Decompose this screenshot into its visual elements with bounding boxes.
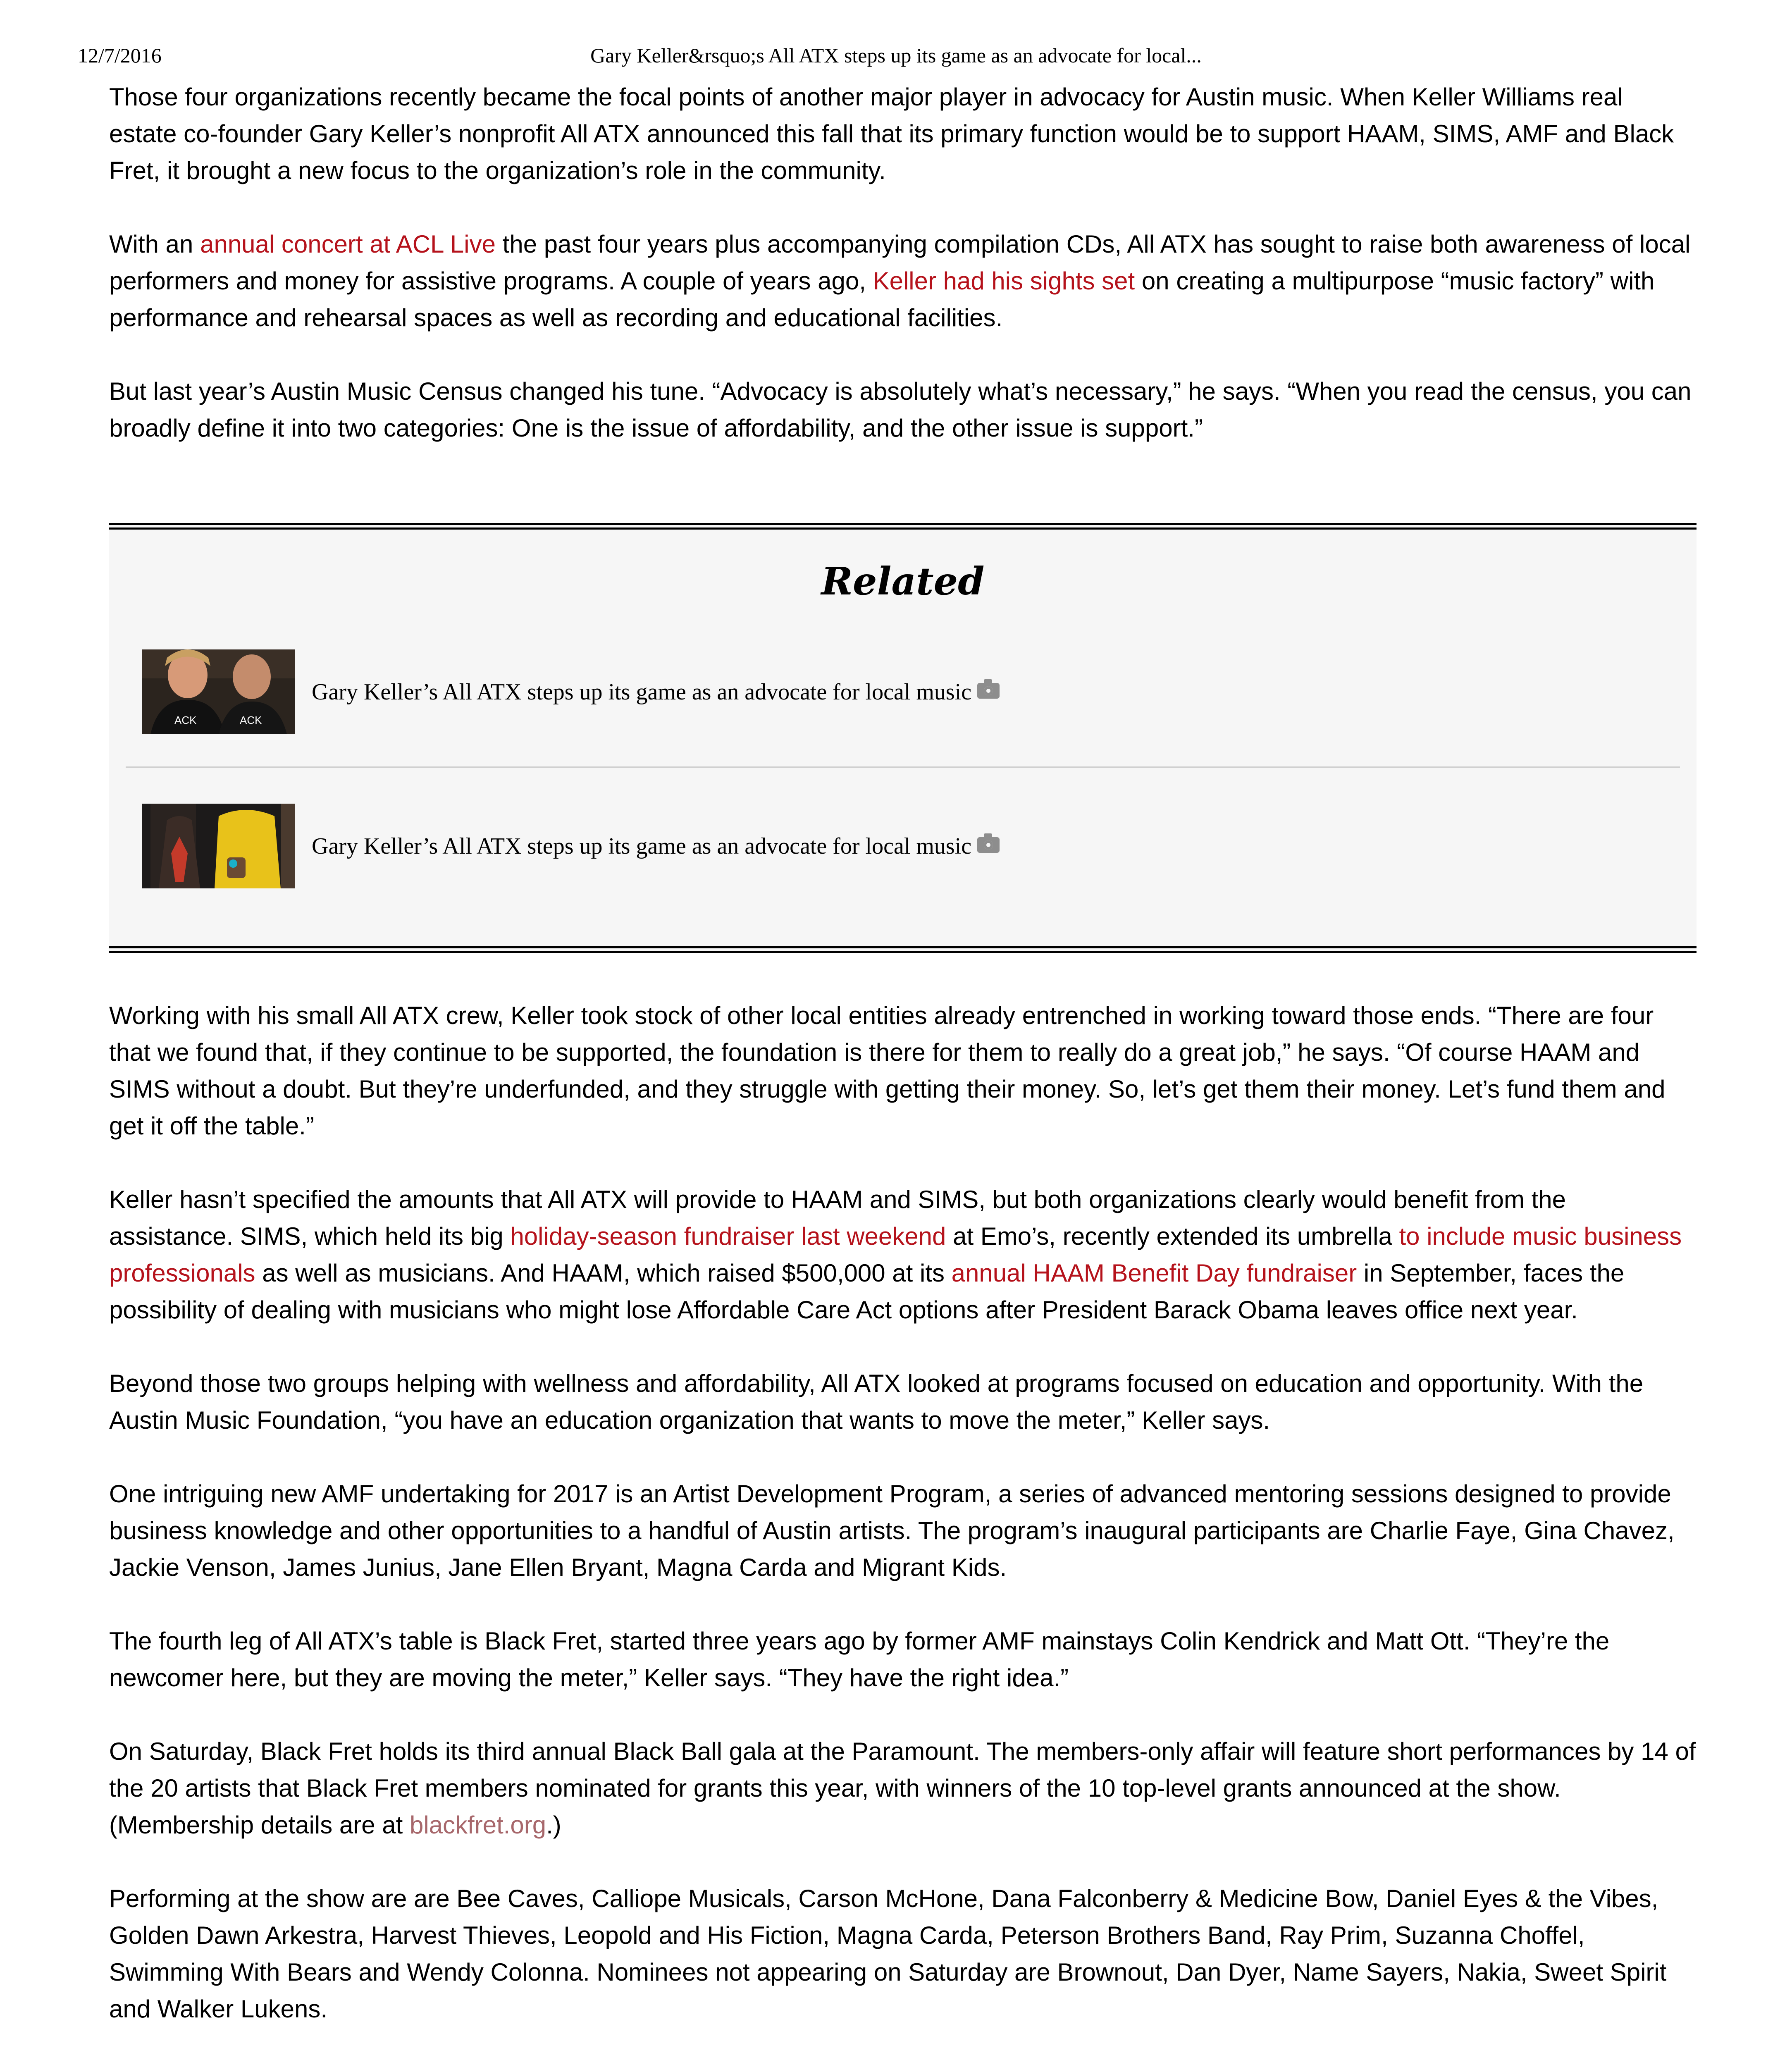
related-item[interactable] (142, 649, 1680, 734)
camera-icon (977, 837, 1000, 853)
print-page-title: Gary Keller&rsquo;s All ATX steps up its game as an advocate for local... (590, 44, 1202, 67)
article-paragraph: Working with his small All ATX crew, Keller took stock of other local entities already entrenched in working toward those ends. “There are four that we found that, if they continue to be supported, the foundation is there for them to really do a great job,” he says. “Of course HAAM and SIMS without a doubt. But they’re underfunded, and they struggle with getting their money. So, let’s get them their money. Let’s fund them and get it off the table.” (109, 1002, 1666, 1140)
article-paragraph: On Saturday, Black Fret holds its third annual Black Ball gala at the Paramount. The members-only affair will feature short performances by 14 of the 20 artists that Black Fret members nominated for grants this year, with winners of the 10 top-level grants announced at the show. (Membership details are at blackfret.org.) (109, 1738, 1696, 1839)
related-thumbnail-photo[interactable] (142, 804, 295, 888)
related-heading: Related (821, 559, 985, 604)
article-paragraph: With an annual concert at ACL Live the past four years plus accompanying compilation CDs, All ATX has sought to raise both awareness of local performers and money for assistive programs. A couple of years ago, Keller had his sights set on creating a multipurpose “music factory” with performance and rehearsal spaces as well as recording and educational facilities. (109, 230, 1691, 332)
link-holiday-fundraiser[interactable]: holiday-season fundraiser last weekend (510, 1222, 946, 1250)
svg-text:ACK: ACK (174, 714, 197, 726)
link-annual-concert[interactable]: annual concert at ACL Live (200, 230, 496, 258)
link-blackfret-org[interactable]: blackfret.org (409, 1811, 546, 1839)
related-box (109, 523, 1697, 953)
link-keller-sights-set[interactable]: Keller had his sights set (873, 267, 1135, 295)
svg-text:ACK: ACK (240, 714, 262, 726)
camera-icon (977, 683, 1000, 699)
article-body-top (109, 79, 1697, 446)
article-paragraph: The fourth leg of All ATX’s table is Black Fret, started three years ago by former AMF mainstays Colin Kendrick and Matt Ott. “They’re the newcomer here, but they are moving the meter,” Keller says. “They have the right idea.” (109, 1627, 1610, 1692)
article-paragraph: Those four organizations recently became the focal points of another major player in advocacy for Austin music. When Keller Williams real estate co-founder Gary Keller’s nonprofit All ATX announced this fall that its primary function would be to support HAAM, SIMS, AMF and Black Fret, it brought a new focus to the organization’s role in the community. (109, 83, 1674, 184)
link-haam-benefit-day[interactable]: annual HAAM Benefit Day fundraiser (951, 1259, 1357, 1287)
related-divider (126, 766, 1680, 768)
article-paragraph: Performing at the show are are Bee Caves, Calliope Musicals, Carson McHone, Dana Falconberry & Medicine Bow, Daniel Eyes & the Vibes, Golden Dawn Arkestra, Harvest Thieves, Leopold and His Fiction, Magna Carda, Peterson Brothers Band, Ray Prim, Suzanna Choffel, Swimming With Bears and Wendy Colonna. Nominees not appearing on Saturday are Brownout, Dan Dyer, Name Sayers, Nakia, Sweet Spirit and Walker Lukens. (109, 1885, 1667, 2023)
related-headline-link[interactable]: Gary Keller’s All ATX steps up its game as an advocate for local music (312, 833, 1000, 860)
article-paragraph: Beyond those two groups helping with wellness and affordability, All ATX looked at programs focused on education and opportunity. With the Austin Music Foundation, “you have an education organization that wants to move the meter,” Keller says. (109, 1370, 1644, 1434)
article-paragraph: One intriguing new AMF undertaking for 2017 is an Artist Development Program, a series of advanced mentoring sessions designed to provide business knowledge and other opportunities to a handful of Austin artists. The program’s inaugural participants are Charlie Faye, Gina Chavez, Jackie Venson, James Junius, Jane Ellen Bryant, Magna Carda and Migrant Kids. (109, 1480, 1675, 1581)
related-item[interactable] (142, 804, 1680, 888)
link-music-business-professionals[interactable]: to include music business professionals (109, 1222, 1682, 1287)
related-thumbnail-photo[interactable] (142, 649, 295, 734)
article-paragraph: Keller hasn’t specified the amounts that All ATX will provide to HAAM and SIMS, but both organizations clearly would benefit from the assistance. SIMS, which held its big holiday-season fundraiser last weekend at Emo’s, recently extended its umbrella to include music business professionals as well as musicians. And HAAM, which raised $500,000 at its annual HAAM Benefit Day fundraiser in September, faces the possibility of dealing with musicians who might lose Affordable Care Act options after President Barack Obama leaves office next year. (109, 1186, 1682, 1324)
article-paragraph: But last year’s Austin Music Census changed his tune. “Advocacy is absolutely what’s necessary,” he says. “When you read the census, you can broadly define it into two categories: One is the issue of affordability, and the other issue is support.” (109, 377, 1692, 442)
article-body-bottom (109, 997, 1697, 2027)
print-date: 12/7/2016 (78, 44, 162, 67)
related-headline-link[interactable]: Gary Keller’s All ATX steps up its game as an advocate for local music (312, 678, 1000, 706)
